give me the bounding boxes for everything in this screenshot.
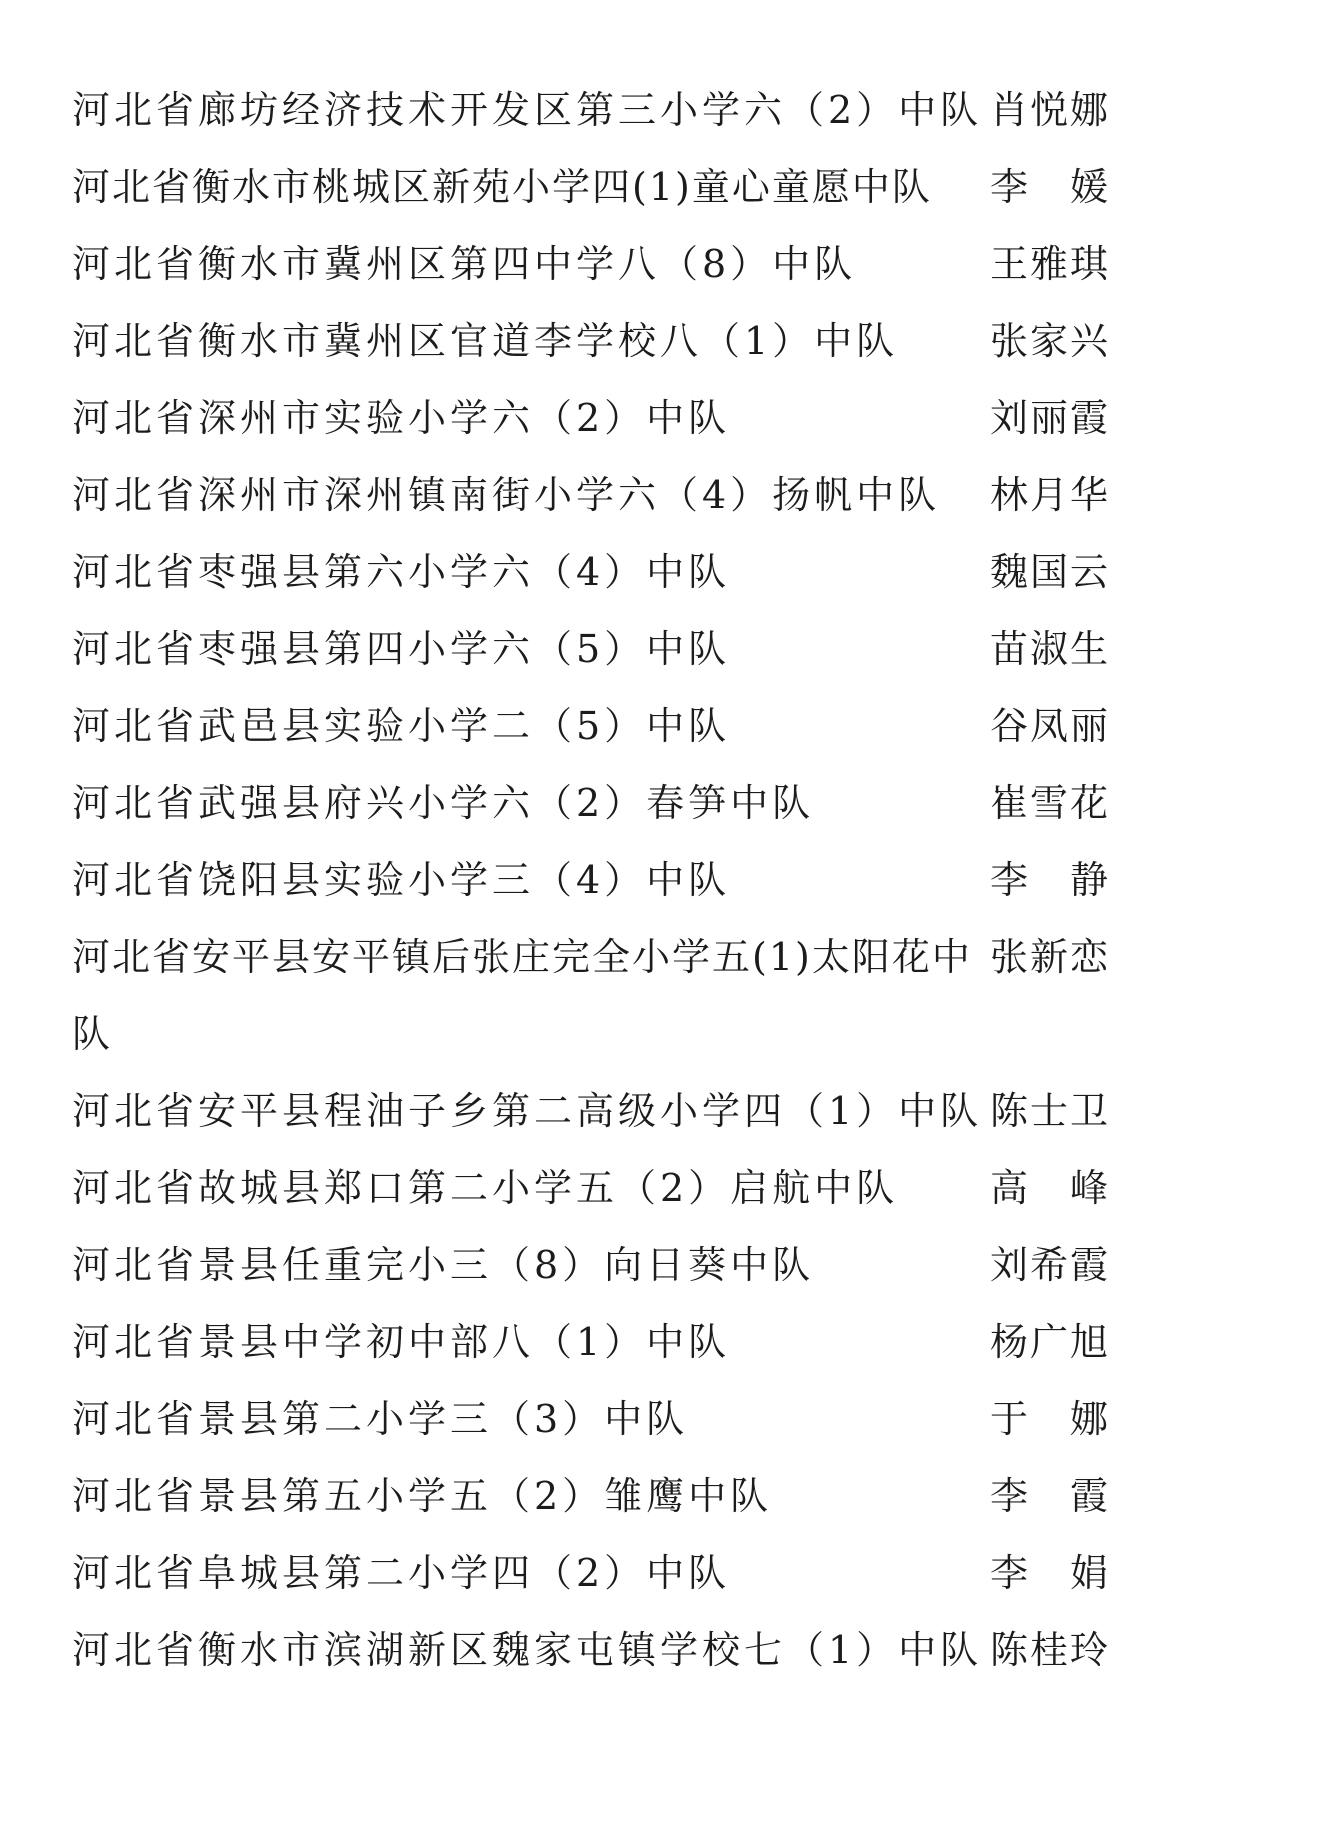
list-item	[72, 1227, 1212, 1304]
unit-name: 河北省故城县郑口第二小学五（2）启航中队	[72, 1166, 899, 1210]
person-name: 魏国云	[990, 550, 1111, 594]
list-item	[72, 226, 1212, 303]
list-item	[72, 303, 1212, 380]
person-name: 刘希霞	[990, 1243, 1111, 1287]
unit-name: 河北省景县任重完小三（8）向日葵中队	[72, 1243, 815, 1287]
person-name: 高 峰	[990, 1166, 1111, 1210]
unit-name: 河北省安平县程油子乡第二高级小学四（1）中队	[72, 1089, 983, 1133]
person-name: 李 静	[990, 858, 1111, 902]
unit-name: 河北省阜城县第二小学四（2）中队	[72, 1551, 731, 1595]
list-item	[72, 919, 1212, 1073]
person-name: 张新恋	[990, 935, 1111, 979]
list-item	[72, 842, 1212, 919]
person-name: 苗淑生	[990, 627, 1111, 671]
unit-name: 河北省景县第五小学五（2）雏鹰中队	[72, 1474, 773, 1518]
person-name: 林月华	[990, 473, 1111, 517]
person-name: 刘丽霞	[990, 396, 1111, 440]
unit-name: 河北省衡水市冀州区第四中学八（8）中队	[72, 242, 857, 286]
person-name: 崔雪花	[990, 781, 1111, 825]
person-name: 杨广旭	[990, 1320, 1111, 1364]
unit-name: 河北省枣强县第六小学六（4）中队	[72, 550, 731, 594]
unit-name: 河北省深州市深州镇南街小学六（4）扬帆中队	[72, 473, 941, 517]
list-item	[72, 72, 1212, 149]
person-name: 肖悦娜	[990, 88, 1111, 132]
list-item	[72, 1381, 1212, 1458]
list-item	[72, 457, 1212, 534]
unit-name: 河北省武邑县实验小学二（5）中队	[72, 704, 731, 748]
list-item	[72, 534, 1212, 611]
unit-name: 河北省深州市实验小学六（2）中队	[72, 396, 731, 440]
person-name: 于 娜	[990, 1397, 1111, 1441]
person-name: 陈士卫	[990, 1089, 1111, 1133]
person-name: 李 霞	[990, 1474, 1111, 1518]
unit-name: 河北省衡水市滨湖新区魏家屯镇学校七（1）中队	[72, 1628, 983, 1672]
unit-name: 河北省衡水市桃城区新苑小学四(1)童心童愿中队	[72, 165, 932, 209]
list-item	[72, 611, 1212, 688]
list-item	[72, 1612, 1212, 1689]
unit-name: 河北省景县第二小学三（3）中队	[72, 1397, 689, 1441]
unit-name: 河北省枣强县第四小学六（5）中队	[72, 627, 731, 671]
list-item	[72, 1535, 1212, 1612]
unit-name: 河北省景县中学初中部八（1）中队	[72, 1320, 731, 1364]
honor-list	[72, 72, 1212, 1689]
person-name: 李 媛	[990, 165, 1111, 209]
person-name: 张家兴	[990, 319, 1111, 363]
list-item	[72, 1150, 1212, 1227]
unit-name: 河北省廊坊经济技术开发区第三小学六（2）中队	[72, 88, 983, 132]
person-name: 陈桂玲	[990, 1628, 1111, 1672]
unit-name: 河北省安平县安平镇后张庄完全小学五(1)太阳花中队	[72, 935, 972, 1056]
unit-name: 河北省衡水市冀州区官道李学校八（1）中队	[72, 319, 899, 363]
person-name: 谷凤丽	[990, 704, 1111, 748]
list-item	[72, 149, 1212, 226]
list-item	[72, 1073, 1212, 1150]
unit-name: 河北省武强县府兴小学六（2）春笋中队	[72, 781, 815, 825]
list-item	[72, 688, 1212, 765]
person-name: 王雅琪	[990, 242, 1111, 286]
list-item	[72, 1304, 1212, 1381]
list-item	[72, 765, 1212, 842]
list-item	[72, 1458, 1212, 1535]
unit-name: 河北省饶阳县实验小学三（4）中队	[72, 858, 731, 902]
list-item	[72, 380, 1212, 457]
person-name: 李 娟	[990, 1551, 1111, 1595]
